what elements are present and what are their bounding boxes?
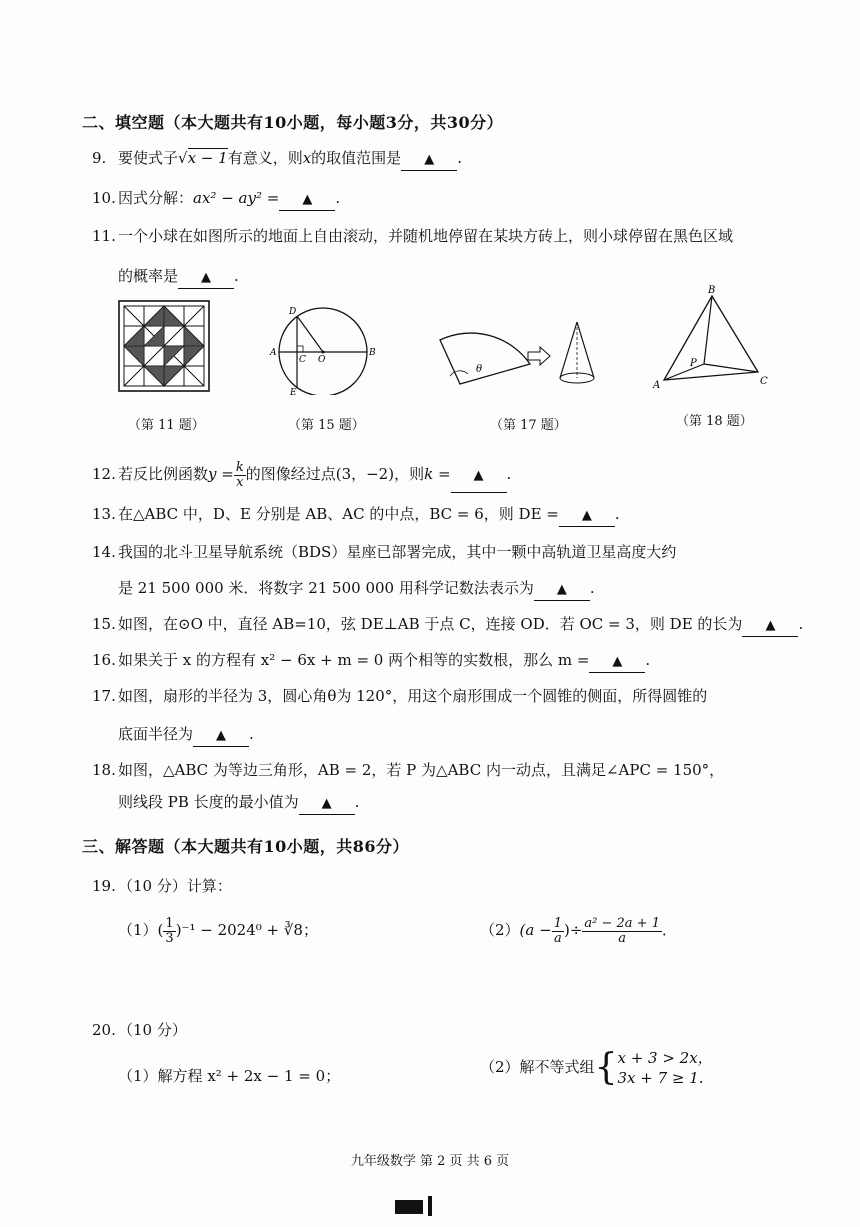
question-17-cont — [118, 724, 254, 747]
q9-var: x — [302, 149, 312, 167]
question-number: 18. — [92, 761, 116, 779]
question-number: 16. — [92, 651, 116, 669]
blank-mark: ▲ — [473, 468, 484, 483]
question-number: 12. — [92, 465, 116, 483]
blank-mark: ▲ — [321, 796, 332, 811]
q18-line1: 如图，△ABC 为等边三角形，AB = 2，若 P 为△ABC 内一动点，且满足∠APC = 150°， — [118, 761, 725, 779]
question-13 — [92, 504, 620, 527]
q12-end: . — [506, 465, 512, 483]
q19-head: （10 分）计算： — [118, 877, 232, 895]
q20-head: （10 分） — [118, 1021, 187, 1039]
q13-text: 在△ABC 中，D、E 分别是 AB、AC 的中点，BC = 6，则 DE = — [118, 505, 559, 523]
question-number: 15. — [92, 615, 116, 633]
question-18 — [92, 760, 724, 780]
question-18-cont — [118, 792, 359, 815]
paren: ( — [157, 921, 164, 939]
frac-num: 1 — [165, 915, 174, 931]
q10-text: 因式分解： — [118, 189, 194, 207]
fraction-k-over-x — [234, 461, 246, 490]
section-solve-title: 三、解答题（本大题共有10小题，共86分） — [82, 837, 410, 856]
blank-mark: ▲ — [424, 152, 435, 167]
question-number: 13. — [92, 505, 116, 523]
label-A: A — [653, 380, 661, 391]
q20-part2 — [480, 1048, 713, 1088]
frac-den: 3 — [165, 930, 174, 946]
label-O: O — [318, 355, 326, 365]
fraction-one-over-a — [552, 917, 564, 946]
answer-blank — [178, 266, 234, 289]
q18-line2: 则线段 PB 长度的最小值为 — [118, 793, 299, 811]
q16-text: 如果关于 x 的方程有 x² − 6x + m = 0 两个相等的实数根，那么 m = — [118, 651, 590, 669]
question-9 — [92, 148, 462, 171]
caption-fig15: （第 15 题） — [288, 418, 365, 433]
frac-num: a² − 2a + 1 — [584, 915, 660, 931]
q9-text-a: 要使式子 — [118, 149, 179, 167]
q14-end: . — [589, 579, 595, 597]
q12-y: y = — [208, 465, 234, 483]
figure-15-circle — [265, 300, 380, 395]
q9-text-c: 的取值范围是 — [311, 149, 402, 167]
label-B: B — [708, 285, 716, 296]
label-P: P — [690, 358, 697, 369]
answer-blank — [299, 792, 355, 815]
page-footer: 九年级数学 第 2 页 共 6 页 — [350, 1154, 510, 1169]
scan-marker-block — [395, 1200, 423, 1214]
q19-p2-end: ． — [661, 921, 677, 939]
label-C: C — [299, 355, 306, 365]
question-number: 11. — [92, 227, 116, 245]
blank-mark: ▲ — [765, 618, 776, 633]
part-label: （1） — [118, 921, 158, 939]
answer-blank — [451, 458, 507, 493]
question-11 — [92, 226, 733, 246]
blank-mark: ▲ — [302, 192, 313, 207]
caption-fig11: （第 11 题） — [128, 418, 205, 433]
q11-end: . — [234, 267, 239, 285]
label-theta: θ — [476, 364, 483, 375]
q11-line2: 的概率是 — [118, 267, 179, 285]
blank-mark: ▲ — [556, 582, 567, 597]
q19-p1-expr: )⁻¹ − 2024⁰ + ∛8； — [175, 921, 318, 939]
part-label: （1） — [118, 1067, 158, 1085]
blank-mark: ▲ — [612, 654, 623, 669]
answer-blank — [742, 614, 798, 637]
q13-end: . — [614, 505, 620, 523]
radical-sign: √ — [178, 149, 188, 167]
question-14-cont — [118, 578, 595, 601]
question-number: 10. — [92, 189, 116, 207]
label-B: B — [369, 348, 376, 358]
scan-marker-bar — [428, 1196, 432, 1216]
question-15 — [92, 614, 803, 637]
q19-p2-pre: (a − — [519, 921, 552, 939]
q12-k: k = — [424, 465, 451, 483]
label-C: C — [760, 376, 768, 387]
label-E: E — [290, 388, 297, 395]
question-12 — [92, 458, 511, 493]
inequality-row: x + 3 > 2x， — [617, 1049, 713, 1067]
part-label: （2） — [480, 921, 520, 939]
frac-num: k — [235, 459, 244, 475]
question-number: 9. — [92, 149, 107, 167]
figure-17-sector-cone — [432, 316, 607, 396]
q17-end: . — [249, 725, 254, 743]
inequality-system — [617, 1048, 712, 1088]
q14-line1: 我国的北斗卫星导航系统（BDS）星座已部署完成，其中一颗中高轨道卫星高度大约 — [118, 543, 677, 561]
blank-mark: ▲ — [216, 728, 227, 743]
q10-end: . — [335, 189, 341, 207]
q18-end: . — [354, 793, 360, 811]
q20-p2-text: 解不等式组 — [519, 1058, 595, 1076]
q19-part1 — [118, 912, 318, 948]
caption-fig18: （第 18 题） — [676, 414, 753, 429]
q17-line2: 底面半径为 — [118, 725, 194, 743]
figure-18-triangle — [650, 282, 775, 392]
q12-text-a: 若反比例函数 — [118, 465, 209, 483]
answer-blank — [559, 504, 615, 527]
question-11-cont — [118, 266, 239, 289]
frac-den: a — [618, 930, 627, 946]
question-number: 20. — [92, 1021, 116, 1039]
question-number: 17. — [92, 687, 116, 705]
blank-mark: ▲ — [201, 270, 212, 285]
question-number: 14. — [92, 543, 116, 561]
label-D: D — [289, 307, 297, 317]
q20-part1 — [118, 1066, 340, 1086]
frac-num: 1 — [553, 915, 562, 931]
answer-blank — [401, 148, 457, 171]
q19-part2 — [480, 912, 677, 948]
question-19 — [92, 876, 232, 896]
frac-den: a — [553, 930, 562, 946]
question-16 — [92, 650, 650, 673]
q9-radicand: x − 1 — [187, 149, 228, 167]
q11-line1: 一个小球在如图所示的地面上自由滚动，并随机地停留在某块方砖上，则小球停留在黑色区域 — [118, 227, 734, 245]
q12-text-b: 的图像经过点(3，−2)，则 — [245, 465, 425, 483]
q15-text: 如图，在⊙O 中，直径 AB=10，弦 DE⊥AB 于点 C，连接 OD．若 OC = 3，则 DE 的长为 — [118, 615, 743, 633]
answer-blank — [193, 724, 249, 747]
answer-blank — [534, 578, 590, 601]
q15-end: . — [798, 615, 804, 633]
q9-text-b: 有意义，则 — [227, 149, 303, 167]
question-17 — [92, 686, 707, 706]
part-label: （2） — [480, 1058, 520, 1076]
fraction-poly-over-a — [582, 917, 662, 946]
question-number: 19. — [92, 877, 116, 895]
q16-end: . — [645, 651, 651, 669]
caption-fig17: （第 17 题） — [490, 418, 567, 433]
question-14 — [92, 542, 676, 562]
answer-blank — [589, 650, 645, 673]
label-A: A — [270, 348, 277, 358]
section-fill-title: 二、填空题（本大题共有10小题，每小题3分，共30分） — [82, 113, 504, 132]
answer-blank — [279, 188, 335, 211]
question-10 — [92, 188, 340, 211]
fraction-one-third — [163, 917, 175, 946]
system-brace: { — [594, 1047, 618, 1088]
q20-p1-text: 解方程 x² + 2x − 1 = 0； — [157, 1067, 341, 1085]
q14-line2: 是 21 500 000 米．将数字 21 500 000 用科学记数法表示为 — [118, 579, 534, 597]
inequality-row: 3x + 7 ≥ 1. — [617, 1069, 704, 1087]
frac-den: x — [236, 474, 244, 490]
blank-mark: ▲ — [581, 508, 592, 523]
q17-line1: 如图，扇形的半径为 3，圆心角θ为 120°，用这个扇形围成一个圆锥的侧面，所得圆锥的 — [118, 687, 708, 705]
q10-expr: ax² − ay² = — [193, 189, 280, 207]
figure-11-tile-floor — [118, 300, 210, 392]
q9-end: . — [457, 149, 462, 167]
q19-p2-mid: )÷ — [563, 921, 583, 939]
question-20 — [92, 1020, 187, 1040]
